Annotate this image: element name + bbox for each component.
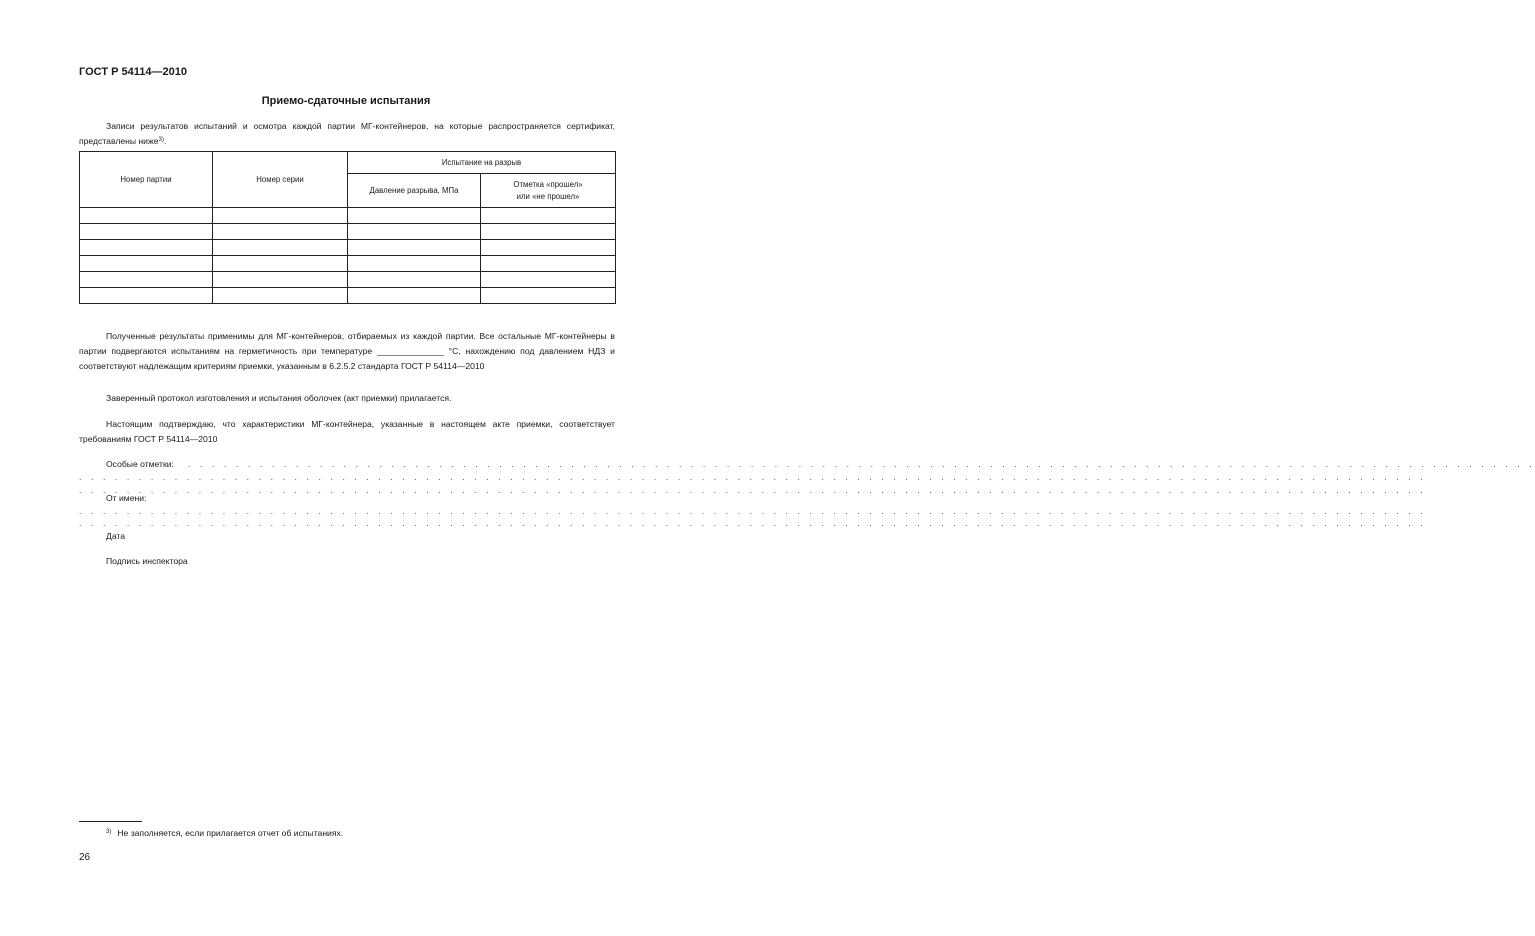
- table-cell: [213, 224, 348, 240]
- confirm-paragraph: [79, 417, 615, 447]
- header-batch-number: Номер партии: [80, 152, 213, 208]
- header-pass-mark-line2: или «не прошел»: [516, 191, 580, 201]
- footnote: [106, 828, 343, 838]
- table-row: [80, 256, 616, 272]
- on-behalf-dots-line2: . . . . . . . . . . . . . . . . . . . . . . . . . . . . . . . . . . . . . . . . . . . . . . . . . . . . . . . . . . . . . . . . . . . . . . . . . . . . . . . . . . . . . . . . . . . . . . . . . . . . . . . . . . . . . . . . .: [79, 518, 1427, 528]
- table-cell: [348, 288, 481, 304]
- protocol-paragraph: [79, 391, 615, 406]
- table-cell: [213, 240, 348, 256]
- table-cell: [481, 208, 616, 224]
- page-number: 26: [79, 852, 91, 863]
- table-cell: [80, 288, 213, 304]
- results-text-part2: °С, нахождению под давлением НДЗ и соответствуют надлежащим критериям приемки, указанным в 6.2.5.2 стандарта ГОСТ Р 54114—2010: [79, 346, 615, 371]
- table-row: [80, 208, 616, 224]
- results-table: [79, 151, 616, 304]
- table-cell: [481, 288, 616, 304]
- table-row: [80, 224, 616, 240]
- table-cell: [80, 272, 213, 288]
- special-notes-dots-line3: . . . . . . . . . . . . . . . . . . . . . . . . . . . . . . . . . . . . . . . . . . . . . . . . . . . . . . . . . . . . . . . . . . . . . . . . . . . . . . . . . . . . . . . . . . . . . . . . . . . . . . . . . . . . . . . . .: [79, 485, 1427, 495]
- table-cell: [481, 240, 616, 256]
- footnote-divider: [79, 821, 142, 822]
- special-notes-dots: . . . . . . . . . . . . . . . . . . . . . . . . . . . . . . . . . . . . . . . . . . . . . . . . . . . . . . . . . . . . . . . . . . . . . . . . . . . . . . . . . . . . . . . . . . . . . . . . . . . . . . . . . . . . . . . . .: [188, 459, 1535, 469]
- intro-text: Записи результатов испытаний и осмотра каждой партии МГ-контейнеров, на которые распространяется сертификат, представлены ниже: [79, 121, 615, 146]
- table-cell: [348, 208, 481, 224]
- table-cell: [213, 272, 348, 288]
- table-cell: [80, 224, 213, 240]
- table-cell: [80, 208, 213, 224]
- table-cell: [80, 256, 213, 272]
- standard-header: ГОСТ Р 54114—2010: [79, 66, 187, 78]
- header-burst-test: Испытание на разрыв: [348, 152, 616, 174]
- on-behalf-dots-line1: . . . . . . . . . . . . . . . . . . . . . . . . . . . . . . . . . . . . . . . . . . . . . . . . . . . . . . . . . . . . . . . . . . . . . . . . . . . . . . . . . . . . . . . . . . . . . . . . . . . . . . . . . . . . . . . . .: [79, 506, 1427, 516]
- header-burst-pressure: Давление разрыва, МПа: [348, 174, 481, 208]
- results-text-part1: Полученные результаты применимы для МГ-контейнеров, отбираемых из каждой партии. Все остальные МГ-контейнеры в партии подвергаются испытаниям на герметичность при температуре: [79, 331, 615, 356]
- table-row: [80, 288, 616, 304]
- table-cell: [348, 240, 481, 256]
- confirm-text: Настоящим подтверждаю, что характеристики МГ-контейнера, указанные в настоящем акте приемки, соответствует требованиям ГОСТ Р 54114—2010: [79, 419, 615, 444]
- date-label: Дата: [106, 531, 126, 541]
- special-notes-label: Особые отметки:: [106, 459, 174, 469]
- table-cell: [348, 224, 481, 240]
- protocol-text: Заверенный протокол изготовления и испытания оболочек (акт приемки) прилагается.: [106, 393, 452, 403]
- footnote-marker: 3): [106, 829, 112, 835]
- table-cell: [348, 272, 481, 288]
- table-row: [80, 272, 616, 288]
- table-row: [80, 240, 616, 256]
- table-cell: [213, 288, 348, 304]
- table-cell: [348, 256, 481, 272]
- header-pass-mark-line1: Отметка «прошел»: [513, 179, 583, 189]
- table-cell: [481, 272, 616, 288]
- special-notes-dots-line2: . . . . . . . . . . . . . . . . . . . . . . . . . . . . . . . . . . . . . . . . . . . . . . . . . . . . . . . . . . . . . . . . . . . . . . . . . . . . . . . . . . . . . . . . . . . . . . . . . . . . . . . . . . . . . . . . .: [79, 472, 1427, 482]
- on-behalf-label: От имени:: [106, 493, 147, 503]
- intro-suffix: .: [163, 136, 167, 146]
- table-cell: [481, 256, 616, 272]
- header-series-number: Номер серии: [213, 152, 348, 208]
- header-pass-mark: [481, 174, 616, 208]
- footnote-text: Не заполняется, если прилагается отчет об испытаниях.: [117, 828, 344, 838]
- signature-label: Подпись инспектора: [106, 556, 188, 566]
- intro-paragraph: [79, 119, 615, 149]
- table-cell: [213, 208, 348, 224]
- table-cell: [80, 240, 213, 256]
- table-cell: [481, 224, 616, 240]
- footnote-ref: 3): [158, 137, 164, 143]
- temperature-blank: ______________: [376, 346, 444, 356]
- section-title: Приемо-сдаточные испытания: [261, 95, 431, 107]
- table-cell: [213, 256, 348, 272]
- results-paragraph: [79, 329, 615, 374]
